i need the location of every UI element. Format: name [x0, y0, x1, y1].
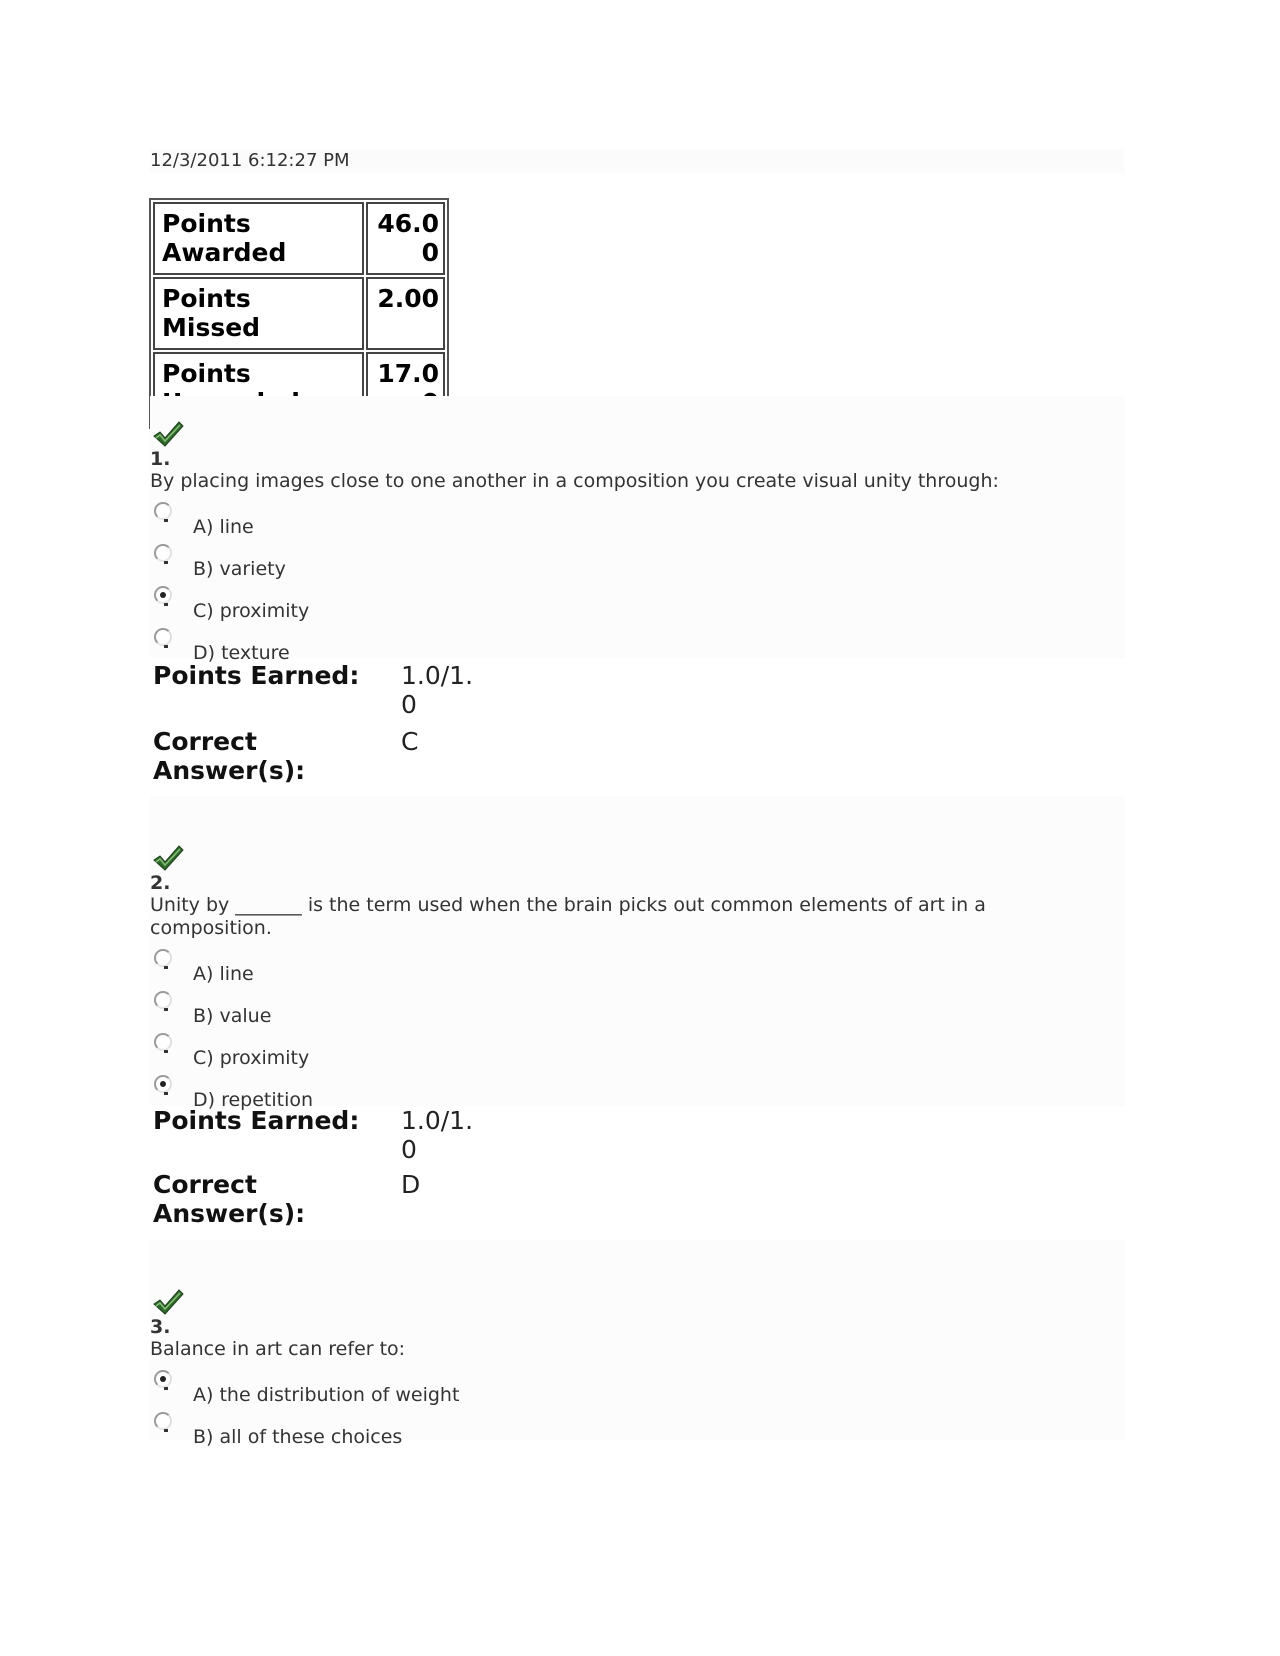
timestamp: 12/3/2011 6:12:27 PM	[150, 149, 1125, 173]
points-earned-value: 1.0/1.0	[401, 1106, 474, 1164]
checkmark-icon	[152, 844, 184, 872]
radio-button[interactable]	[154, 949, 172, 967]
summary-row	[153, 277, 445, 350]
choice-label: B) all of these choices	[193, 1426, 403, 1448]
choice-label: A) line	[193, 516, 254, 538]
radio-dot	[160, 1081, 166, 1087]
answer-choice[interactable]	[150, 991, 750, 1027]
correct-answer-label: Correct Answer(s):	[153, 1170, 306, 1228]
choice-label: A) the distribution of weight	[193, 1384, 460, 1406]
question-text: By placing images close to one another in a composition you create visual unity through:	[150, 470, 999, 492]
answer-choice[interactable]	[150, 949, 750, 985]
answer-choice[interactable]	[150, 1033, 750, 1069]
radio-tick	[164, 645, 168, 648]
checkmark-icon	[152, 420, 184, 448]
radio-button[interactable]	[154, 544, 172, 562]
radio-dot	[160, 592, 166, 598]
radio-button-selected[interactable]	[154, 1370, 172, 1388]
correct-answer-value: D	[401, 1170, 421, 1199]
points-earned-value: 1.0/1.0	[401, 661, 474, 719]
radio-tick	[164, 1387, 168, 1390]
points-earned-label: Points Earned:	[153, 1106, 360, 1135]
radio-button[interactable]	[154, 1412, 172, 1430]
radio-button-selected[interactable]	[154, 1075, 172, 1093]
question-text: Unity by _______ is the term used when the brain picks out common elements of art in a composition.	[150, 894, 986, 939]
question-text: Balance in art can refer to:	[150, 1338, 406, 1360]
radio-button[interactable]	[154, 1033, 172, 1051]
radio-button[interactable]	[154, 502, 172, 520]
choice-label: A) line	[193, 963, 254, 985]
question-2	[150, 796, 1125, 1111]
question-1	[150, 396, 1125, 664]
radio-tick	[164, 1050, 168, 1053]
answer-choice[interactable]	[150, 1412, 750, 1448]
choice-label: C) proximity	[193, 1047, 310, 1069]
question-number: 2.	[150, 872, 171, 894]
choice-label: D) texture	[193, 642, 290, 664]
question-number: 1.	[150, 448, 171, 470]
choice-label: D) repetition	[193, 1089, 314, 1111]
answer-choice[interactable]	[150, 628, 750, 664]
radio-tick	[164, 966, 168, 969]
answer-choice[interactable]	[150, 586, 750, 622]
summary-label: Points Awarded	[153, 202, 364, 275]
radio-button[interactable]	[154, 628, 172, 646]
radio-tick	[164, 561, 168, 564]
radio-tick	[164, 1008, 168, 1011]
summary-row	[153, 202, 445, 275]
summary-value: 46.00	[366, 202, 445, 275]
answer-choice[interactable]	[150, 502, 750, 538]
choice-label: B) value	[193, 1005, 272, 1027]
radio-dot	[160, 1376, 166, 1382]
question-number: 3.	[150, 1316, 171, 1338]
checkmark-icon	[152, 1288, 184, 1316]
question-3	[150, 1240, 1125, 1448]
answer-choice[interactable]	[150, 544, 750, 580]
choice-label: B) variety	[193, 558, 286, 580]
summary-value: 2.00	[366, 277, 445, 350]
radio-button-selected[interactable]	[154, 586, 172, 604]
answer-choice[interactable]	[150, 1370, 750, 1406]
radio-button[interactable]	[154, 991, 172, 1009]
correct-answer-label: Correct Answer(s):	[153, 727, 306, 785]
choice-label: C) proximity	[193, 600, 310, 622]
radio-tick	[164, 1429, 168, 1432]
summary-label: Points	[153, 352, 364, 425]
summary-value: 17.0	[366, 352, 445, 425]
correct-answer-value: C	[401, 727, 419, 756]
radio-tick	[164, 1092, 168, 1095]
summary-label: Points Missed	[153, 277, 364, 350]
points-summary-table	[149, 198, 449, 429]
points-earned-label: Points Earned:	[153, 661, 360, 690]
radio-tick	[164, 519, 168, 522]
radio-tick	[164, 603, 168, 606]
